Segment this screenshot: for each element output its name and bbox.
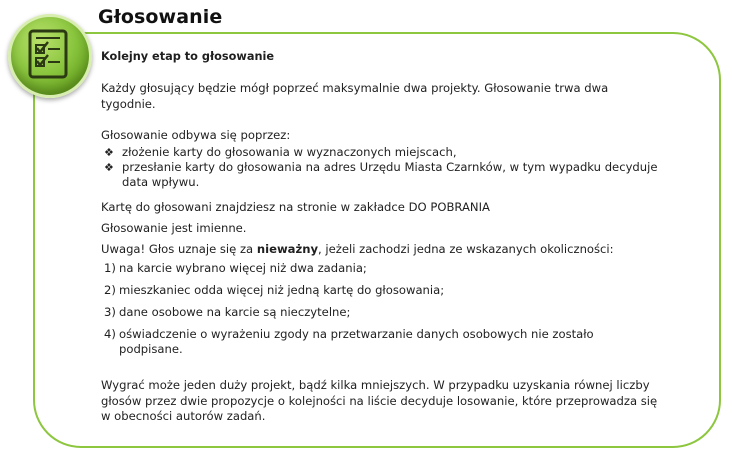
list-item <box>101 261 661 276</box>
methods-heading: Głosowanie odbywa się poprzez: <box>101 128 291 142</box>
warning-emphasis: nieważny <box>256 242 319 256</box>
warning-suffix: , jeżeli zachodzi jedna ze wskazanych okoliczności: <box>318 242 614 256</box>
list-item <box>101 145 661 160</box>
card-info-text: Kartę do głosowani znajdziesz na stronie w zakładce DO POBRANIA <box>101 200 490 214</box>
list-item-text: przesłanie karty do głosowania na adres Urzędu Miasta Czarnków, w tym wypadku decyduje data wpływu. <box>122 160 658 189</box>
diamond-bullet-icon: ❖ <box>104 161 114 174</box>
invalid-reasons-list <box>101 261 661 357</box>
list-item-text: dane osobowe na karcie są nieczytelne; <box>119 305 351 319</box>
list-item <box>101 305 661 320</box>
list-item-text: złożenie karty do głosowania w wyznaczonych miejscach, <box>122 145 457 159</box>
list-item-number: 3) <box>104 305 116 319</box>
warning-prefix: Uwaga! Głos uznaje się za <box>101 242 257 256</box>
list-item <box>101 283 661 298</box>
list-item-text: mieszkaniec odda więcej niż jedną kartę do głosowania; <box>119 283 445 297</box>
ballot-checklist-icon <box>8 14 92 98</box>
list-item <box>101 327 661 357</box>
named-vote-text: Głosowanie jest imienne. <box>101 221 247 235</box>
list-item <box>101 160 661 190</box>
list-item-number: 1) <box>104 261 116 275</box>
intro-text: Każdy głosujący będzie mógł poprzeć maksymalnie dwa projekty. Głosowanie trwa dwa tygodnie. <box>101 81 609 111</box>
final-text: Wygrać może jeden duży projekt, bądź kilka mniejszych. W przypadku uzyskania równej liczby głosów przez dwie propozycje o kolejności na liście decyduje losowanie, które przeprowadza się w obecności autorów zadań. <box>101 378 658 423</box>
section-subtitle: Kolejny etap to głosowanie <box>101 50 275 63</box>
voting-info <box>101 49 661 425</box>
list-item-text: oświadczenie o wyrażeniu zgody na przetwarzanie danych osobowych nie zostało podpisane. <box>119 327 594 356</box>
warning-text <box>101 241 661 257</box>
list-item-text: na karcie wybrano więcej niż dwa zadania; <box>119 261 367 275</box>
diamond-bullet-icon: ❖ <box>104 146 114 159</box>
methods-list <box>101 145 661 190</box>
list-item-number: 4) <box>104 327 116 341</box>
list-item-number: 2) <box>104 283 116 297</box>
page-title: Głosowanie <box>98 6 223 28</box>
